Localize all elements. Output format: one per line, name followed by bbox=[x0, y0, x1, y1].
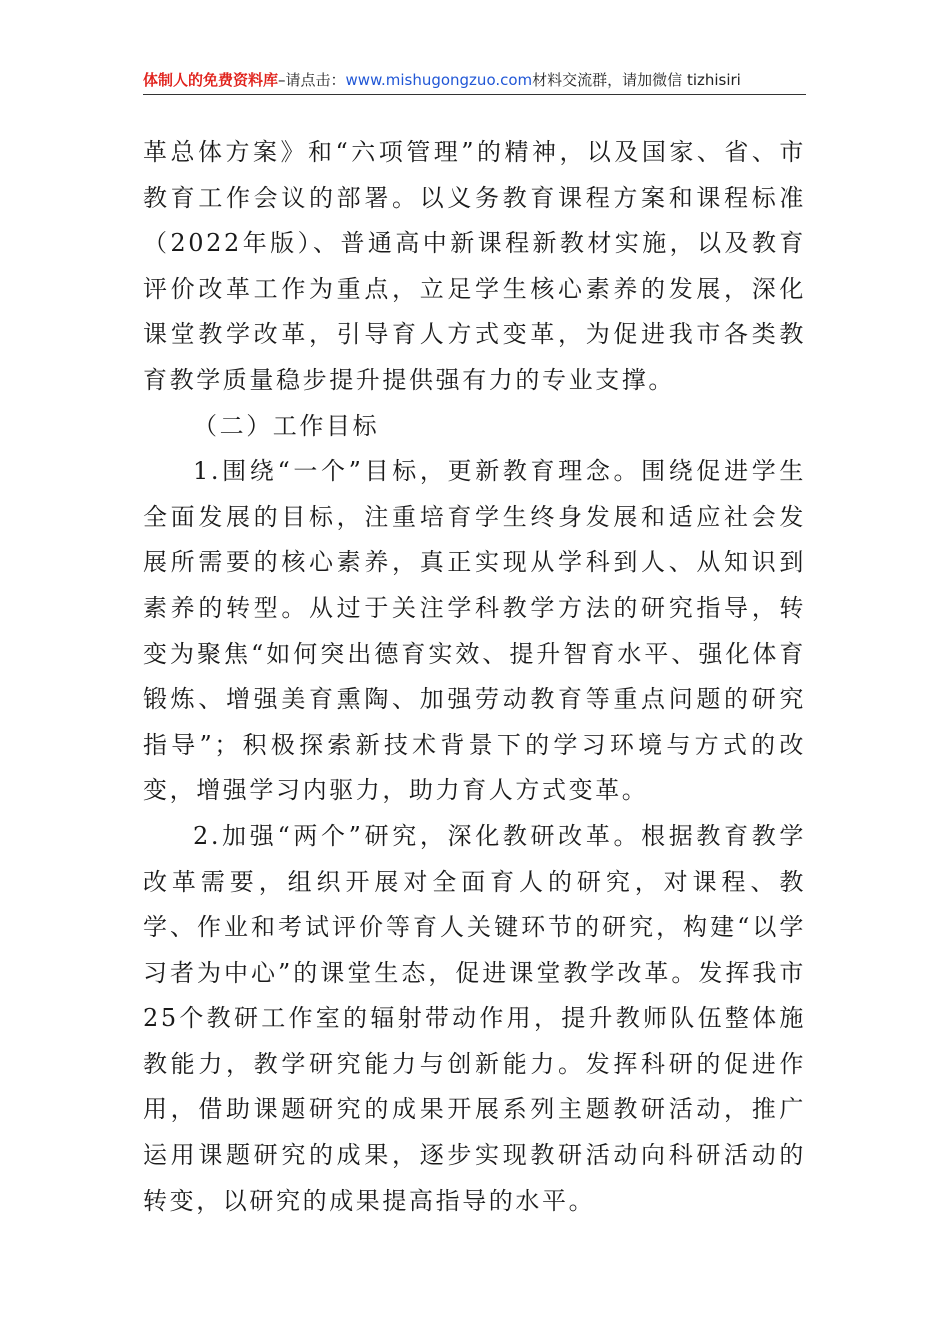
paragraph-goal-2: 2.加强“两个”研究，深化教研改革。根据教育教学改革需要，组织开展对全面育人的研究，对课程、教学、作业和考试评价等育人关键环节的研究，构建“以学习者为中心”的课堂生态，促进课堂教学改革。发挥我市25个教研工作室的辐射带动作用，提升教师队伍整体施教能力，教学研究能力与创新能力。发挥科研的促进作用，借助课题研究的成果开展系列主题教研活动，推广运用课题研究的成果，逐步实现教研活动向科研活动的转变，以研究的成果提高指导的水平。 bbox=[143, 821, 806, 1215]
page-header bbox=[143, 66, 806, 95]
site-link[interactable]: www.mishugongzuo.com bbox=[345, 71, 533, 89]
paragraph-continued: 革总体方案》和“六项管理”的精神，以及国家、省、市教育工作会议的部署。以义务教育课程方案和课程标准（2022年版）、普通高中新课程新教材实施，以及教育评价改革工作为重点，立足学生核心素养的发展，深化课堂教学改革，引导育人方式变革，为促进我市各类教育教学质量稳步提升提供强有力的专业支撑。 bbox=[143, 138, 806, 394]
site-name: 体制人的免费资料库 bbox=[143, 71, 279, 89]
contact-info: 材料交流群，请加微信 tizhisiri bbox=[532, 71, 741, 89]
document-body bbox=[143, 130, 806, 1224]
section-heading: （二）工作目标 bbox=[193, 411, 380, 440]
click-prompt: –请点击： bbox=[278, 71, 346, 89]
paragraph-goal-1: 1.围绕“一个”目标，更新教育理念。围绕促进学生全面发展的目标，注重培育学生终身发展和适应社会发展所需要的核心素养，真正实现从学科到人、从知识到素养的转型。从过于关注学科教学方法的研究指导，转变为聚焦“如何突出德育实效、提升智育水平、强化体育锻炼、增强美育熏陶、加强劳动教育等重点问题的研究指导”；积极探索新技术背景下的学习环境与方式的改变，增强学习内驱力，助力育人方式变革。 bbox=[143, 457, 806, 805]
